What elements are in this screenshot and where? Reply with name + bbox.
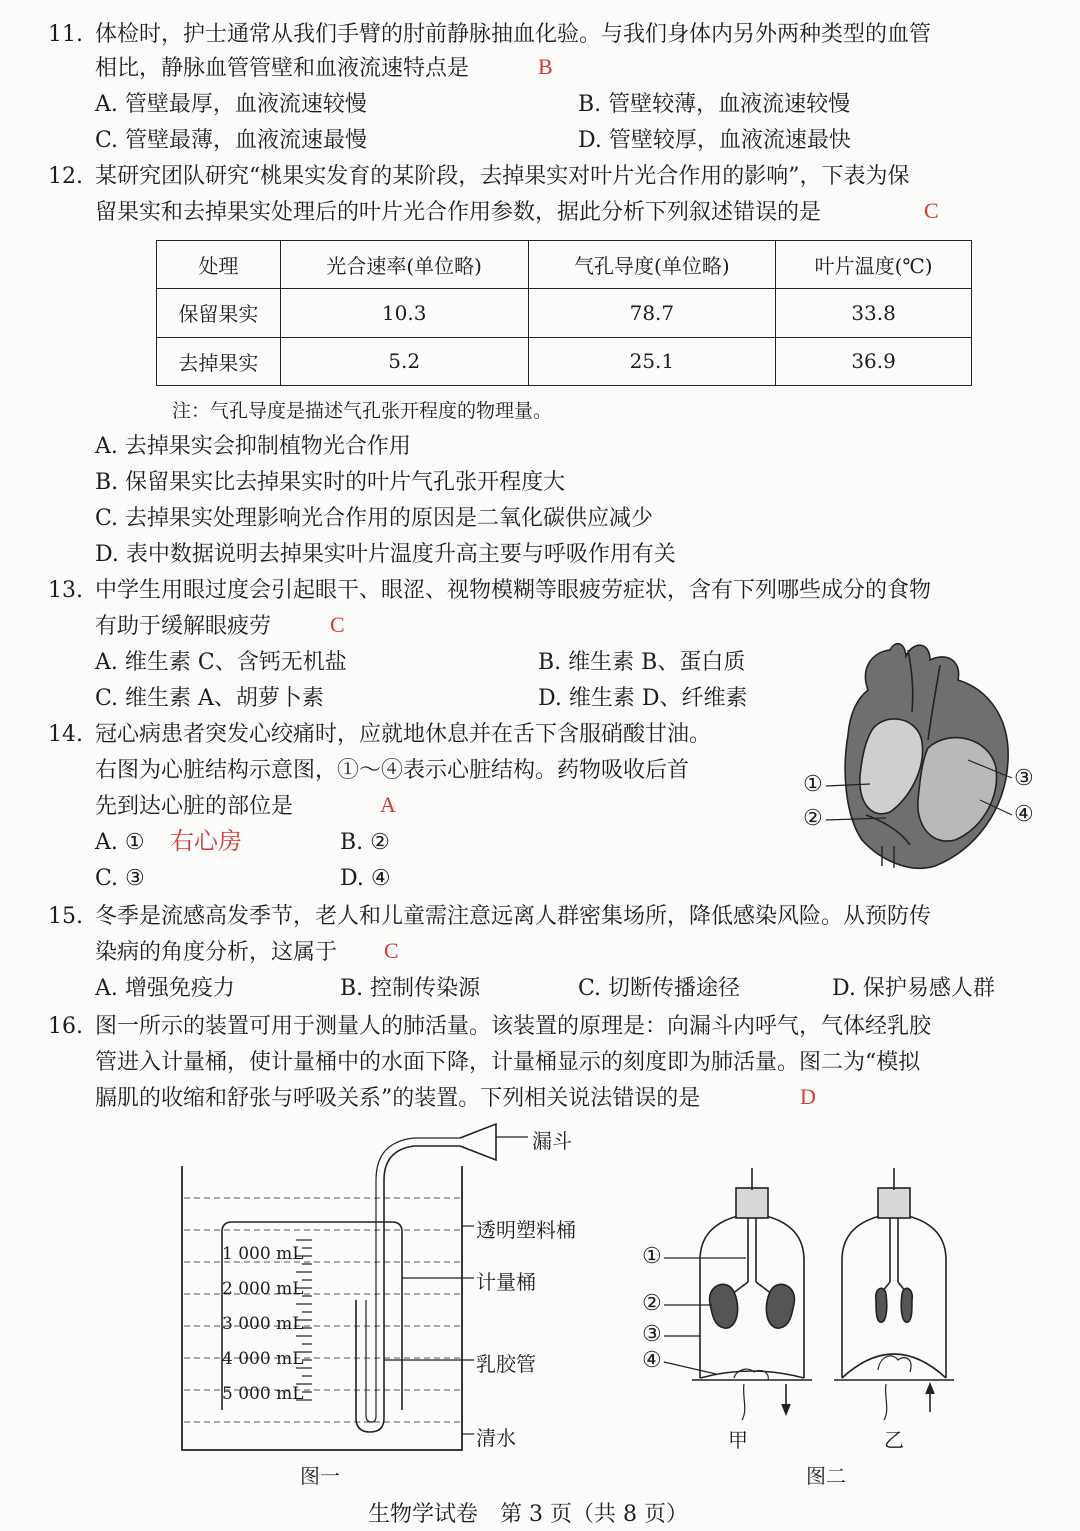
q11-option-a[interactable]: A. 管壁最厚，血液流速较慢: [95, 92, 367, 117]
table-cell: 33.8: [776, 289, 972, 337]
fig2-label-2: ②: [642, 1291, 662, 1316]
q12-answer: C: [924, 198, 939, 223]
fig2-label-4: ④: [642, 1348, 662, 1373]
fig1-meter-label: 计量桶: [476, 1270, 536, 1294]
q12-option-d[interactable]: D. 表中数据说明去掉果实叶片温度升高主要与呼吸作用有关: [95, 542, 676, 567]
q15-option-a[interactable]: A. 增强免疫力: [95, 976, 235, 1001]
q15-stem-line2: 染病的角度分析，这属于: [95, 940, 338, 965]
q14-option-c[interactable]: C. ③: [95, 866, 145, 891]
table-header-cell: 气孔导度(单位略): [528, 241, 776, 289]
fig1-water-label: 清水: [476, 1426, 516, 1450]
heart-label-3: ③: [1014, 766, 1034, 791]
q13-number: 13.: [48, 578, 83, 603]
q13-answer: C: [330, 612, 345, 637]
q12-option-a[interactable]: A. 去掉果实会抑制植物光合作用: [95, 434, 411, 459]
table-cell: 25.1: [528, 337, 776, 385]
q15-option-d[interactable]: D. 保护易感人群: [832, 976, 995, 1001]
q15-option-c[interactable]: C. 切断传播途径: [578, 976, 741, 1001]
heart-label-4: ④: [1014, 802, 1034, 827]
heart-label-2: ②: [803, 806, 823, 831]
table-cell: 36.9: [776, 337, 972, 385]
q14-answer: A: [380, 792, 396, 817]
fig1-scale-5000: 5 000 mL: [222, 1384, 304, 1404]
table-header-cell: 叶片温度(℃): [776, 241, 972, 289]
fig2-caption: 图二: [806, 1464, 846, 1488]
page-footer: 生物学试卷 第 3 页（共 8 页）: [368, 1502, 688, 1527]
fig2-label-3: ③: [642, 1322, 662, 1347]
q16-stem-line1: 图一所示的装置可用于测量人的肺活量。该装置的原理是：向漏斗内呼气，气体经乳胶: [95, 1014, 932, 1039]
table-cell: 78.7: [528, 289, 776, 337]
fig2-label-1: ①: [642, 1244, 662, 1269]
q12-stem-line1: 某研究团队研究“桃果实发育的某阶段，去掉果实对叶片光合作用的影响”，下表为保: [95, 164, 910, 189]
fig2-jar-yi-label: 乙: [884, 1428, 904, 1452]
q12-note: 注：气孔导度是描述气孔张开程度的物理量。: [172, 400, 553, 422]
q15-answer: C: [384, 938, 399, 963]
fig1-bucket-label: 透明塑料桶: [476, 1218, 576, 1242]
q14-option-a[interactable]: A. ①: [95, 830, 145, 855]
q12-data-table: [156, 240, 972, 386]
q13-option-b[interactable]: B. 维生素 B、蛋白质: [538, 650, 746, 675]
heart-label-1: ①: [803, 772, 823, 797]
fig1-scale-2000: 2 000 mL: [222, 1279, 304, 1299]
q11-option-c[interactable]: C. 管壁最薄，血液流速最慢: [95, 128, 368, 153]
q15-number: 15.: [48, 904, 83, 929]
q13-stem-line2: 有助于缓解眼疲劳: [95, 614, 272, 639]
q16-stem-line3: 膈肌的收缩和舒张与呼吸关系”的装置。下列相关说法错误的是: [95, 1086, 701, 1111]
fig1-tube-label: 乳胶管: [476, 1352, 536, 1376]
fig1-caption: 图一: [300, 1464, 340, 1488]
q14-option-d[interactable]: D. ④: [340, 866, 391, 891]
q15-stem-line1: 冬季是流感高发季节，老人和儿童需注意远离人群密集场所，降低感染风险。从预防传: [95, 904, 932, 929]
q11-option-b[interactable]: B. 管壁较薄，血液流速较慢: [578, 92, 851, 117]
q12-option-b[interactable]: B. 保留果实比去掉果实时的叶片气孔张开程度大: [95, 470, 566, 495]
q11-stem-line2: 相比，静脉血管管壁和血液流速特点是: [95, 56, 470, 81]
table-cell: 5.2: [280, 337, 528, 385]
q11-stem-line1: 体检时，护士通常从我们手臂的肘前静脉抽血化验。与我们身体内另外两种类型的血管: [95, 22, 932, 47]
q12-stem-line2: 留果实和去掉果实处理后的叶片光合作用参数，据此分析下列叙述错误的是: [95, 200, 822, 225]
q14-option-b[interactable]: B. ②: [340, 830, 390, 855]
q12-option-c[interactable]: C. 去掉果实处理影响光合作用的原因是二氧化碳供应减少: [95, 506, 654, 531]
q13-option-a[interactable]: A. 维生素 C、含钙无机盐: [95, 650, 347, 675]
table-cell: 去掉果实: [157, 337, 281, 385]
table-header-row: [157, 241, 972, 289]
q13-option-c[interactable]: C. 维生素 A、胡萝卜素: [95, 686, 324, 711]
fig1-scale-1000: 1 000 mL: [222, 1244, 304, 1264]
fig2-jar-jia-label: 甲: [728, 1428, 748, 1452]
q14-stem-line1: 冠心病患者突发心绞痛时，应就地休息并在舌下含服硝酸甘油。: [95, 722, 712, 747]
table-cell: 10.3: [280, 289, 528, 337]
q16-stem-line2: 管进入计量桶，使计量桶中的水面下降，计量桶显示的刻度即为肺活量。图二为“模拟: [95, 1050, 921, 1075]
q12-number: 12.: [48, 164, 83, 189]
fig1-scale-3000: 3 000 mL: [222, 1314, 304, 1334]
q13-option-d[interactable]: D. 维生素 D、纤维素: [538, 686, 748, 711]
q11-option-d[interactable]: D. 管壁较厚，血液流速最快: [578, 128, 851, 153]
table-header-cell: 光合速率(单位略): [280, 241, 528, 289]
fig1-funnel-label: 漏斗: [532, 1129, 572, 1153]
table-row: [157, 289, 972, 337]
q11-answer: B: [538, 54, 553, 79]
q14-stem-line2: 右图为心脏结构示意图，①～④表示心脏结构。药物吸收后首: [95, 758, 690, 783]
q14-number: 14.: [48, 722, 83, 747]
table-cell: 保留果实: [157, 289, 281, 337]
fig1-scale-4000: 4 000 mL: [222, 1349, 304, 1369]
table-row: [157, 337, 972, 385]
q13-stem-line1: 中学生用眼过度会引起眼干、眼涩、视物模糊等眼疲劳症状，含有下列哪些成分的食物: [95, 578, 932, 603]
q16-number: 16.: [48, 1014, 83, 1039]
q14-handwritten-note: 右心房: [170, 827, 242, 855]
q15-option-b[interactable]: B. 控制传染源: [340, 976, 481, 1001]
table-header-cell: 处理: [157, 241, 281, 289]
q16-answer: D: [800, 1084, 816, 1109]
q14-stem-line3: 先到达心脏的部位是: [95, 794, 294, 819]
q11-number: 11.: [48, 22, 83, 47]
